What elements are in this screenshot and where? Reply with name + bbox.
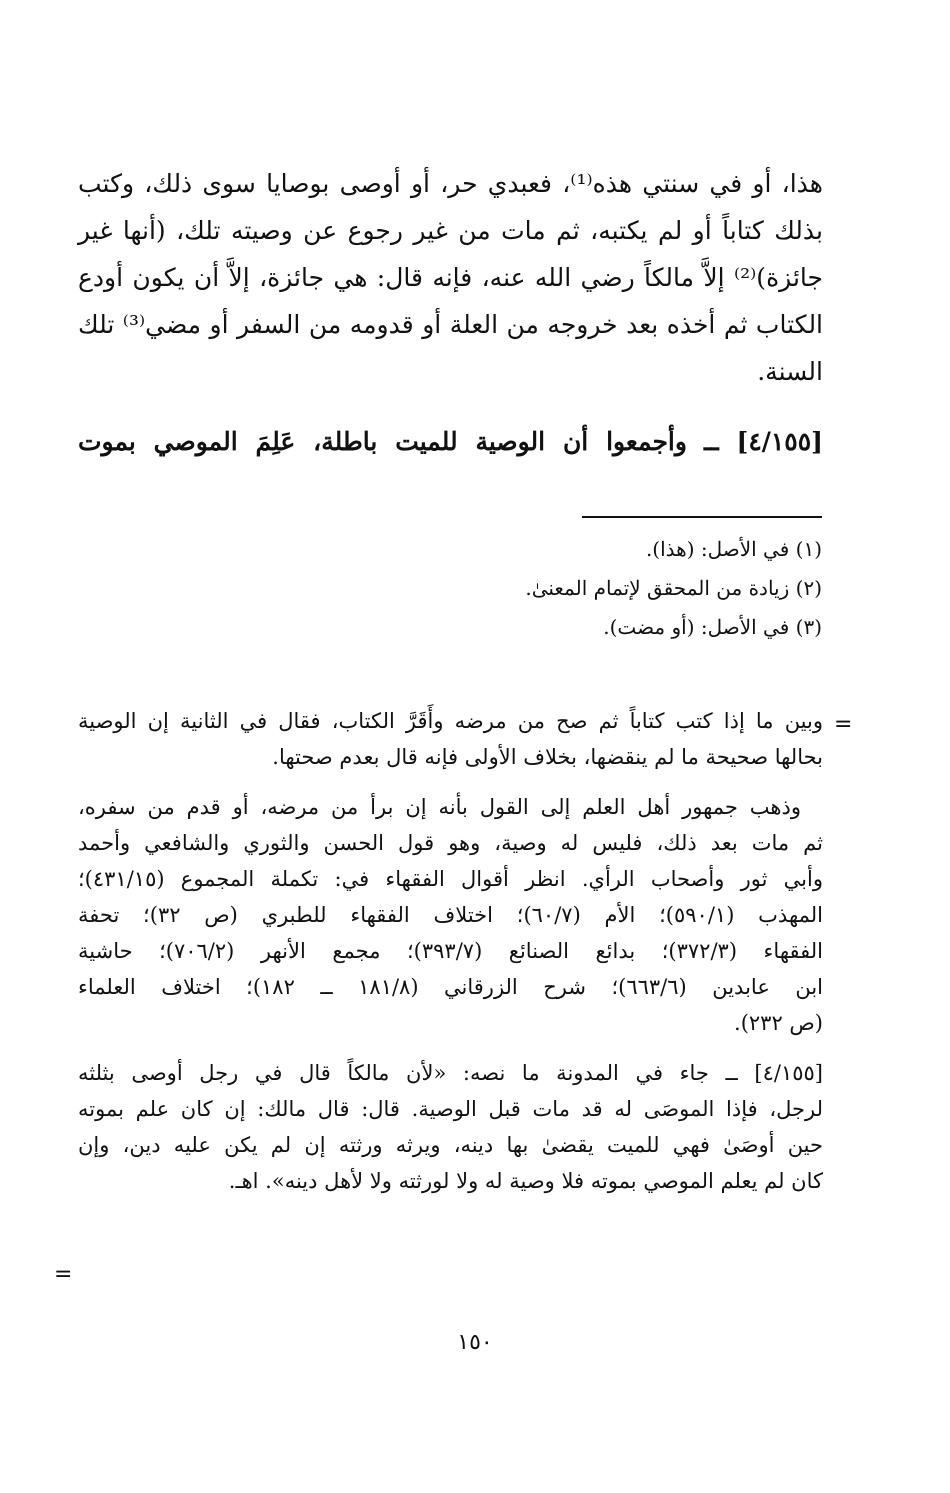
main-text	[78, 160, 823, 395]
commentary-line: (ص ٢٣٢).	[734, 1011, 823, 1035]
main-text-line: السنة.	[757, 357, 823, 386]
commentary-paragraph	[78, 703, 823, 775]
footnote: (٣) في الأصل: (أو مضت).	[603, 615, 822, 639]
main-text-line: الكتاب ثم أخذه بعد خروجه من العلة أو قدومه من السفر أو مضي⁽³⁾ تلك	[78, 310, 824, 339]
commentary-paragraph	[78, 1055, 823, 1199]
footnote: (٢) زيادة من المحقق لإتمام المعنىٰ.	[525, 576, 822, 600]
main-text-line: هذا، أو في سنتي هذه⁽¹⁾، فعبدي حر، أو أوصى بوصايا سوى ذلك، وكتب	[78, 169, 823, 198]
commentary-line: لرجل، فإذا الموصَى له قد مات قبل الوصية. قال: قال مالك: إن كان علم بموته	[78, 1097, 823, 1121]
main-text-line: بذلك كتاباً أو لم يكتبه، ثم مات من غير رجوع عن وصيته تلك، (أنها غير	[78, 216, 823, 245]
commentary-line: الفقهاء (٣٧٢/٣)؛ بدائع الصنائع (٣٩٣/٧)؛ مجمع الأنهر (٧٠٦/٢)؛ حاشية	[78, 939, 823, 963]
commentary-line: [٤/١٥٥] ــ جاء في المدونة ما نصه: «لأن مالكاً قال في رجل أوصى بثلثه	[78, 1061, 823, 1085]
commentary-line: ابن عابدين (٦٦٣/٦)؛ شرح الزرقاني (١٨١/٨ ــ ١٨٢)؛ اختلاف العلماء	[78, 975, 823, 999]
issue-heading	[78, 418, 823, 465]
commentary-paragraph	[78, 789, 823, 1041]
commentary-line: بحالها صحيحة ما لم ينقضها، بخلاف الأولى فإنه قال بعدم صحتها.	[272, 745, 823, 769]
commentary-line: حين أوصَىٰ فهي للميت يقضىٰ بها دينه، ويرثه ورثته إن لم يكن عليه دين، وإن	[78, 1133, 823, 1157]
footnotes	[182, 530, 822, 647]
commentary-line: المهذب (٥٩٠/١)؛ الأم (٦٠/٧)؛ اختلاف الفقهاء للطبري (ص ٣٢)؛ تحفة	[78, 903, 823, 927]
commentary-line: كان لم يعلم الموصي بموته فلا وصية له ولا لورثته ولا لأهل دينه». اهـ.	[228, 1169, 823, 1193]
commentary-line: ثم مات بعد ذلك، فليس له وصية، وهو قول الحسن والثوري والشافعي وأحمد	[78, 831, 823, 855]
commentary	[78, 703, 823, 1213]
continuation-mark: =	[834, 712, 853, 737]
issue-number: [٤/١٥٥] ــ	[704, 427, 823, 456]
continuation-mark: =	[54, 1262, 73, 1287]
footnote-divider	[582, 516, 822, 518]
commentary-line: وذهب جمهور أهل العلم إلى القول بأنه إن برأ من مرضه، أو قدم من سفره،	[78, 795, 801, 819]
page-number: ١٥٠	[457, 1330, 493, 1355]
main-text-line: جائزة)⁽²⁾ إلاَّ مالكاً رضي الله عنه، فإنه قال: هي جائزة، إلاَّ أن يكون أودع	[78, 263, 823, 292]
commentary-line: وأبي ثور وأصحاب الرأي. انظر أقوال الفقهاء في: تكملة المجموع (٤٣١/١٥)؛	[78, 867, 823, 891]
issue-text: وأجمعوا أن الوصية للميت باطلة، عَلِمَ الموصي بموت	[78, 427, 687, 456]
footnote: (١) في الأصل: (هذا).	[645, 537, 822, 561]
commentary-line: وبين ما إذا كتب كتاباً ثم صح من مرضه وأَقَرَّ الكتاب، فقال في الثانية إن الوصية	[78, 709, 823, 733]
